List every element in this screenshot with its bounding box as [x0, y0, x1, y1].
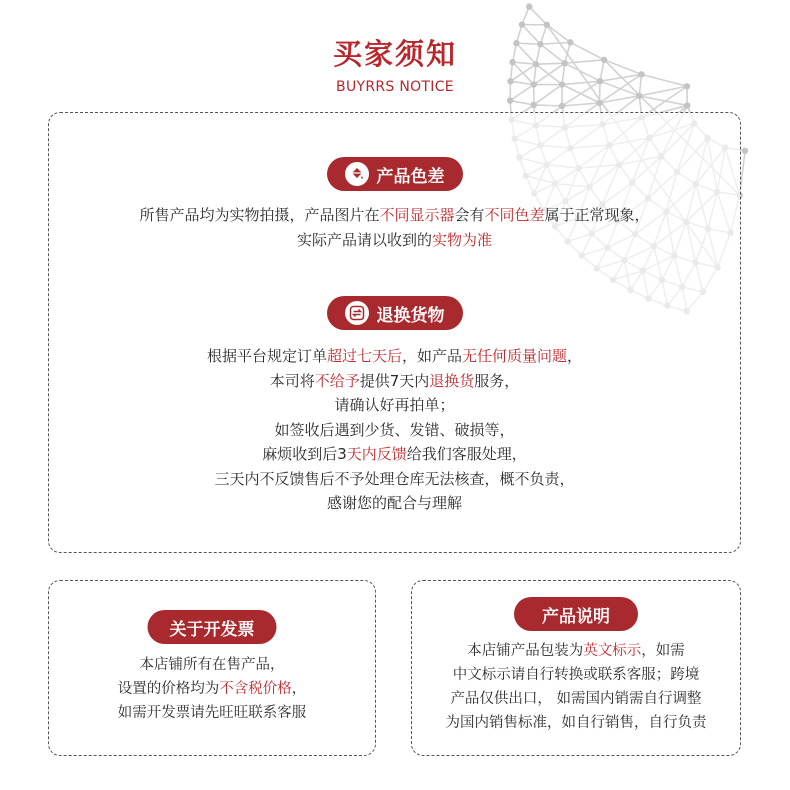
text-segment: 给我们客服处理， [406, 445, 527, 463]
text-segment: 服务， [474, 371, 520, 390]
text-segment: 根据平台规定订单 [206, 347, 327, 365]
text-line [49, 677, 375, 701]
invoice-text [49, 653, 375, 725]
page-title: 买家须知 [332, 37, 457, 71]
returns-text [49, 344, 740, 516]
paint-bucket-icon [345, 162, 369, 186]
text-segment: 产品仅供出口， 如需国内销需自行调整 [450, 691, 702, 707]
main-notice-panel [48, 112, 741, 553]
text-segment: 请确认好再拍单； [334, 396, 455, 414]
returns-heading [327, 296, 463, 330]
text-line [49, 491, 740, 516]
text-segment: 属于正常现象， [544, 206, 650, 224]
highlighted-text: 不同显示器 [379, 206, 455, 224]
text-segment: 会有 [454, 206, 485, 224]
text-line [412, 663, 740, 687]
text-segment: 本司将 [269, 371, 315, 390]
text-segment: 设置的价格均为 [117, 681, 220, 697]
highlighted-text: 实物为准 [432, 230, 493, 249]
text-segment: 感谢您的配合与理解 [326, 494, 462, 512]
text-segment: 提供7天内 [359, 371, 430, 390]
product-info-panel [411, 580, 741, 756]
text-line [49, 701, 375, 725]
text-segment: 为国内销售标准，如自行销售，自行负责 [445, 715, 707, 731]
text-segment: 中文标示请自行转换或联系客服；跨境 [452, 667, 700, 683]
text-line [412, 711, 740, 735]
text-line [49, 653, 375, 677]
highlighted-text: 不含税价格 [219, 681, 292, 697]
text-line [49, 393, 740, 418]
text-line [49, 442, 740, 467]
text-segment: 三天内不反馈售后不予处理仓库无法核查，概不负责， [214, 469, 575, 488]
text-line [49, 369, 740, 394]
color-difference-heading [327, 157, 463, 191]
text-segment: 如需开发票请先旺旺联系客服 [117, 705, 307, 721]
text-line [49, 418, 740, 443]
invoice-heading-label: 关于开发票 [169, 619, 255, 640]
product-info-heading [514, 597, 638, 631]
color-difference-heading-label: 产品色差 [376, 166, 445, 187]
text-segment: 所售产品均为实物拍摄，产品图片在 [139, 206, 380, 224]
exchange-icon [345, 301, 369, 325]
text-segment: 如签收后遇到少货、发错、破损等， [274, 420, 515, 439]
product-info-text [412, 639, 740, 735]
text-line [49, 467, 740, 492]
highlighted-text: 退换货 [429, 371, 475, 390]
returns-heading-label: 退换货物 [376, 305, 445, 326]
text-segment: 麻烦收到后3 [262, 445, 347, 463]
page-subtitle: BUYRRS NOTICE [336, 79, 454, 95]
notice-header [0, 32, 790, 95]
invoice-heading [148, 610, 277, 644]
text-line [49, 228, 740, 253]
highlighted-text: 超过七天后 [326, 347, 402, 365]
color-difference-text [49, 203, 740, 252]
text-line [49, 344, 740, 369]
text-segment: 本店铺产品包装为 [467, 643, 584, 659]
invoice-panel [48, 580, 376, 756]
text-line [412, 687, 740, 711]
text-segment: ， [291, 681, 307, 697]
highlighted-text: 英文标示 [583, 643, 642, 659]
text-segment: ，如产品 [401, 347, 462, 365]
highlighted-text: 无任何质量问题 [462, 347, 568, 365]
text-line [49, 203, 740, 228]
highlighted-text: 不同色差 [484, 206, 545, 224]
product-info-heading-label: 产品说明 [542, 606, 610, 627]
text-segment: ， [567, 347, 583, 365]
text-line [412, 639, 740, 663]
text-segment: ，如需 [641, 643, 685, 659]
text-segment: 实际产品请以收到的 [296, 230, 432, 249]
text-segment: 本店铺所有在售产品， [139, 657, 285, 673]
highlighted-text: 天内反馈 [346, 445, 407, 463]
highlighted-text: 不给予 [314, 371, 360, 390]
